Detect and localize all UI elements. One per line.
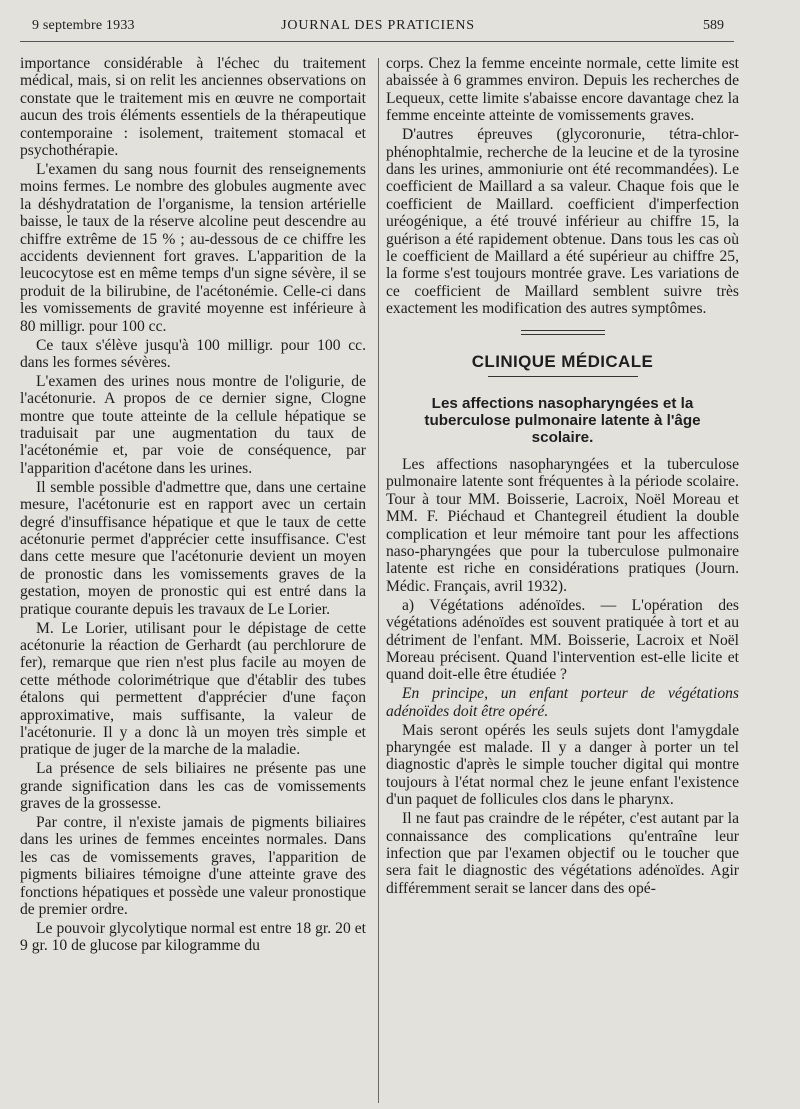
paragraph: D'autres épreuves (glycoronurie, tétra-chlor-phénophtalmie, recherche de la leucine et de la tyrosine dans les urines, ammoniurie ont été recommandées). Le coefficient de Maillard a sa valeur. Chaque fois que le coefficient de Maillard. coefficient d'imperfection uréogénique, a été trouvé inférieur au chiffre 15, la guérison a été rapidement obtenue. Dans tous les cas où le coefficient de Maillard a été supérieur au chiffre 25, la forme s'est toujours montrée grave. Les variations de ce coefficient de Maillard semblent suivre très exactement les modification des autres symptômes. bbox=[386, 126, 739, 318]
section-title: CLINIQUE MÉDICALE bbox=[471, 351, 654, 371]
header-page-number: 589 bbox=[703, 18, 724, 33]
paragraph: Il ne faut pas craindre de le répéter, c'est autant par la connaissance des complications qu'entraîne leur infection que par l'examen objectif ou le toucher que sera fait le diagnostic des végétations adénoïdes. Agir différemment serait se lancer dans des opé- bbox=[386, 810, 739, 897]
header-rule bbox=[20, 41, 734, 42]
paragraph: Par contre, il n'existe jamais de pigments biliaires dans les urines de femmes enceintes normales. Dans les cas de vomissements graves, l'apparition de pigments biliaires témoigne d'une atteinte grave des fonctions hépatiques et possède une valeur pronostique de premier ordre. bbox=[20, 813, 366, 918]
paragraph: Il semble possible d'admettre que, dans une certaine mesure, l'acétonurie est en rapport avec un certain degré d'insuffisance hépatique et que le taux de cette acétonurie permet d'apprécier cette insuffisance. C'est dans cette mesure que l'acétonurie devient un moyen de pronostic dans les vomissements graves de la gestation, moyen de pronostic qui est entré dans la pratique courante depuis les travaux de Le Lorier. bbox=[20, 478, 366, 618]
page-header bbox=[32, 18, 724, 40]
paragraph: Les affections nasopharyngées et la tuberculose pulmonaire latente sont fréquentes à la période scolaire. Tour à tour MM. Boisserie, Lacroix, Noël Moreau et MM. F. Piéchaud et Chantegreil étudient la double complication et leur mémoire tant pour les affections naso-pharyngées que pour la tuberculose pulmonaire latente est riche en considérations pratiques (Journ. Médic. Français, avril 1932). bbox=[386, 456, 739, 595]
header-date: 9 septembre 1933 bbox=[32, 18, 135, 33]
paragraph: importance considérable à l'échec du traitement médical, mais, si on relit les anciennes observations on constate que le traitement mis en œuvre ne comportait aucun des trois éléments essentiels de la thérapeutique contemporaine : isolement, traitement stomacal et psychothérapie. bbox=[20, 55, 366, 160]
paragraph: En principe, un enfant porteur de végétations adénoïdes doit être opéré. bbox=[386, 685, 739, 720]
left-column bbox=[20, 55, 366, 956]
right-column bbox=[386, 55, 739, 899]
paragraph: L'examen des urines nous montre de l'oligurie, de l'acétonurie. A propos de ce dernier signe, Clogne montre que toute atteinte de la cellule hépatique se traduisait par une augmentation du taux de l'acétonémie et, par voie de conséquence, par l'apparition d'acétone dans les urines. bbox=[20, 372, 366, 477]
section-separator bbox=[521, 330, 605, 335]
header-journal-title: JOURNAL DES PRATICIENS bbox=[281, 18, 475, 33]
paragraph: Le pouvoir glycolytique normal est entre 18 gr. 20 et 9 gr. 10 de glucose par kilogramme du bbox=[20, 919, 366, 955]
paragraph: La présence de sels biliaires ne présente pas une grande signification dans les cas de vomissements graves de la grossesse. bbox=[20, 760, 366, 813]
paragraph: Mais seront opérés les seuls sujets dont l'amygdale pharyngée est malade. Il y a danger à porter un tel diagnostic d'après le simple toucher digital qui montre toujours à l'état normal chez le jeune enfant l'existence d'un paquet de follicules clos dans le pharynx. bbox=[386, 721, 739, 809]
article-title: Les affections nasopharyngées et la tuberculose pulmonaire latente à l'âge scolaire. bbox=[424, 395, 701, 446]
paragraph: Ce taux s'élève jusqu'à 100 milligr. pour 100 cc. dans les formes sévères. bbox=[20, 336, 366, 371]
paragraph: a) Végétations adénoïdes. — L'opération des végétations adénoïdes est souvent pratiquée à tort et au détriment de l'enfant. MM. Boisserie, Lacroix et Noël Moreau précisent. Quand l'intervention est-elle licite et quand doit-elle être étudiée ? bbox=[386, 596, 739, 684]
paragraph: L'examen du sang nous fournit des renseignements moins fermes. Le nombre des globules augmente avec la déshydratation de l'organisme, la tension artérielle baisse, le taux de la réserve alcoline peut descendre au chiffre extrême de 15 % ; au-dessous de ce chiffre les accidents deviennent fort graves. L'apparition de la leucocytose est en même temps d'un signe sévère, il se produit de la bilirubine, de l'acétonémie. Celle-ci dans les vomissements de gravité moyenne est inférieure à 80 milligr. pour 100 cc. bbox=[20, 160, 366, 335]
paragraph: M. Le Lorier, utilisant pour le dépistage de cette acétonurie la réaction de Gerhardt (au perchlorure de fer), remarque que rien n'est plus facile au moyen de cette méthode colorimétrique que d'établir des tubes étalons qui permettent d'apprécier d'une façon approximative, mais suffisante, la valeur de l'acétonurie. Il y a donc là un moyen très simple et pratique de juger de la marche de la maladie. bbox=[20, 619, 366, 759]
section-underline bbox=[488, 376, 638, 377]
paragraph: corps. Chez la femme enceinte normale, cette limite est abaissée à 6 grammes environ. Depuis les recherches de Lequeux, cette limite s'abaisse encore davantage chez la femme enceinte atteinte de vomissements graves. bbox=[386, 55, 739, 125]
column-divider bbox=[378, 58, 379, 1103]
